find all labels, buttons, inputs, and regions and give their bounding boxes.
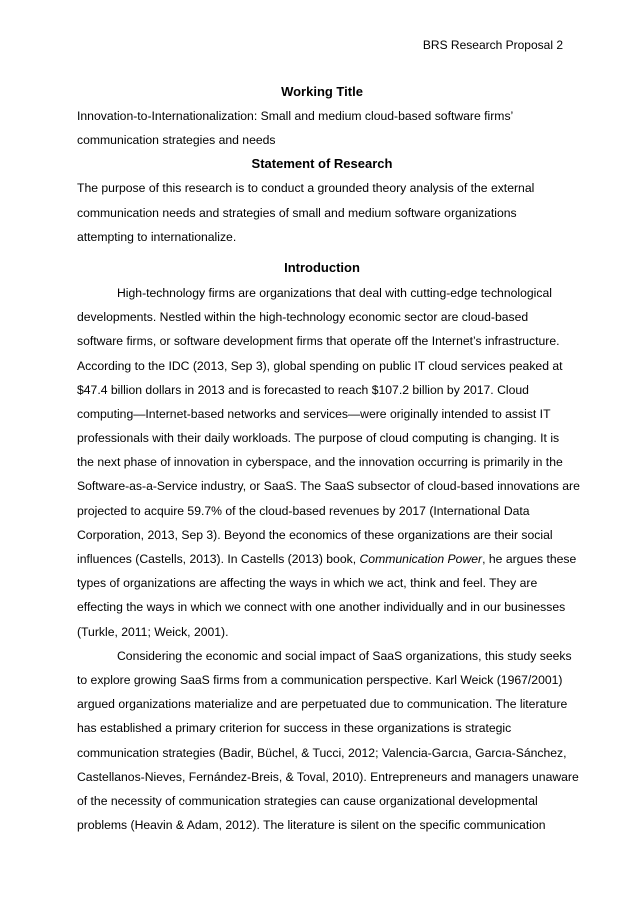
text-line: developments. Nestled within the high-technology economic sector are cloud-based (77, 310, 529, 325)
text-line: software firms, or software development firms that operate off the Internet’s infrastructure. (77, 334, 560, 349)
text-line: of the necessity of communication strategies can cause organizational developmental (77, 793, 538, 808)
text-line: (Turkle, 2011; Weick, 2001). (77, 624, 229, 639)
text-line: $47.4 billion dollars in 2013 and is forecasted to reach $107.2 billion by 2017. Cloud (77, 382, 529, 397)
text-line: Castellanos-Nieves, Fernández-Breis, & Toval, 2010). Entrepreneurs and managers unaware (77, 769, 579, 784)
text-line: According to the IDC (2013, Sep 3), global spending on public IT cloud services peaked at (77, 358, 563, 373)
text-line-with-book-title (77, 547, 577, 571)
text-line: problems (Heavin & Adam, 2012). The literature is silent on the specific communication (77, 818, 546, 833)
book-title: Communication Power (359, 552, 483, 566)
text-line: computing—Internet-based networks and services—were originally intended to assist IT (77, 406, 551, 421)
introduction-paragraph-1 (77, 281, 580, 644)
text-line: to explore growing SaaS firms from a communication perspective. Karl Weick (1967/2001) (77, 672, 563, 687)
text-line: Innovation-to-Internationalization: Small and medium cloud-based software firms’ (77, 109, 514, 123)
text-run: influences (Castells, 2013). In Castells (2013) book, (77, 552, 360, 566)
text-line: Considering the economic and social impact of SaaS organizations, this study seeks (117, 648, 572, 663)
statement-heading: Statement of Research (251, 156, 393, 172)
text-line: has established a primary criterion for success in these organizations is strategic (77, 721, 512, 736)
text-line: projected to acquire 59.7% of the cloud-based revenues by 2017 (International Data (77, 503, 530, 518)
text-line: communication strategies and needs (77, 133, 276, 148)
introduction-heading: Introduction (284, 259, 360, 275)
statement-text (77, 176, 567, 249)
text-line: the next phase of innovation in cyberspace, and the innovation occurring is primarily in the (77, 455, 563, 470)
text-line: argued organizations materialize and are perpetuated due to communication. The literature (77, 697, 568, 712)
text-line: effecting the ways in which we connect with one another individually and in our businesses (77, 600, 566, 615)
text-line: The purpose of this research is to conduct a grounded theory analysis of the external (77, 181, 535, 196)
text-line: Corporation, 2013, Sep 3). Beyond the economics of these organizations are their social (77, 527, 553, 542)
running-head: BRS Research Proposal 2 (422, 38, 563, 52)
introduction-paragraph-2 (77, 644, 579, 838)
working-title-heading: Working Title (281, 84, 363, 99)
text-line: attempting to internationalize. (77, 229, 237, 244)
page-body (77, 80, 580, 837)
text-line: communication strategies (Badir, Büchel, & Tucci, 2012; Valencia-Garcıa, Garcıa-Sánchez, (77, 745, 567, 760)
working-title-text (77, 104, 567, 152)
text-line: communication needs and strategies of small and medium software organizations (77, 205, 517, 220)
text-line: High-technology firms are organizations that deal with cutting-edge technological (117, 285, 552, 300)
text-line: professionals with their daily workloads. The purpose of cloud computing is changing. It is (77, 431, 560, 446)
text-line: Software-as-a-Service industry, or SaaS. The SaaS subsector of cloud-based innovations are (77, 479, 580, 494)
text-run: , he argues these (482, 552, 577, 566)
text-line: types of organizations are affecting the ways in which we act, think and feel. They are (77, 576, 538, 591)
